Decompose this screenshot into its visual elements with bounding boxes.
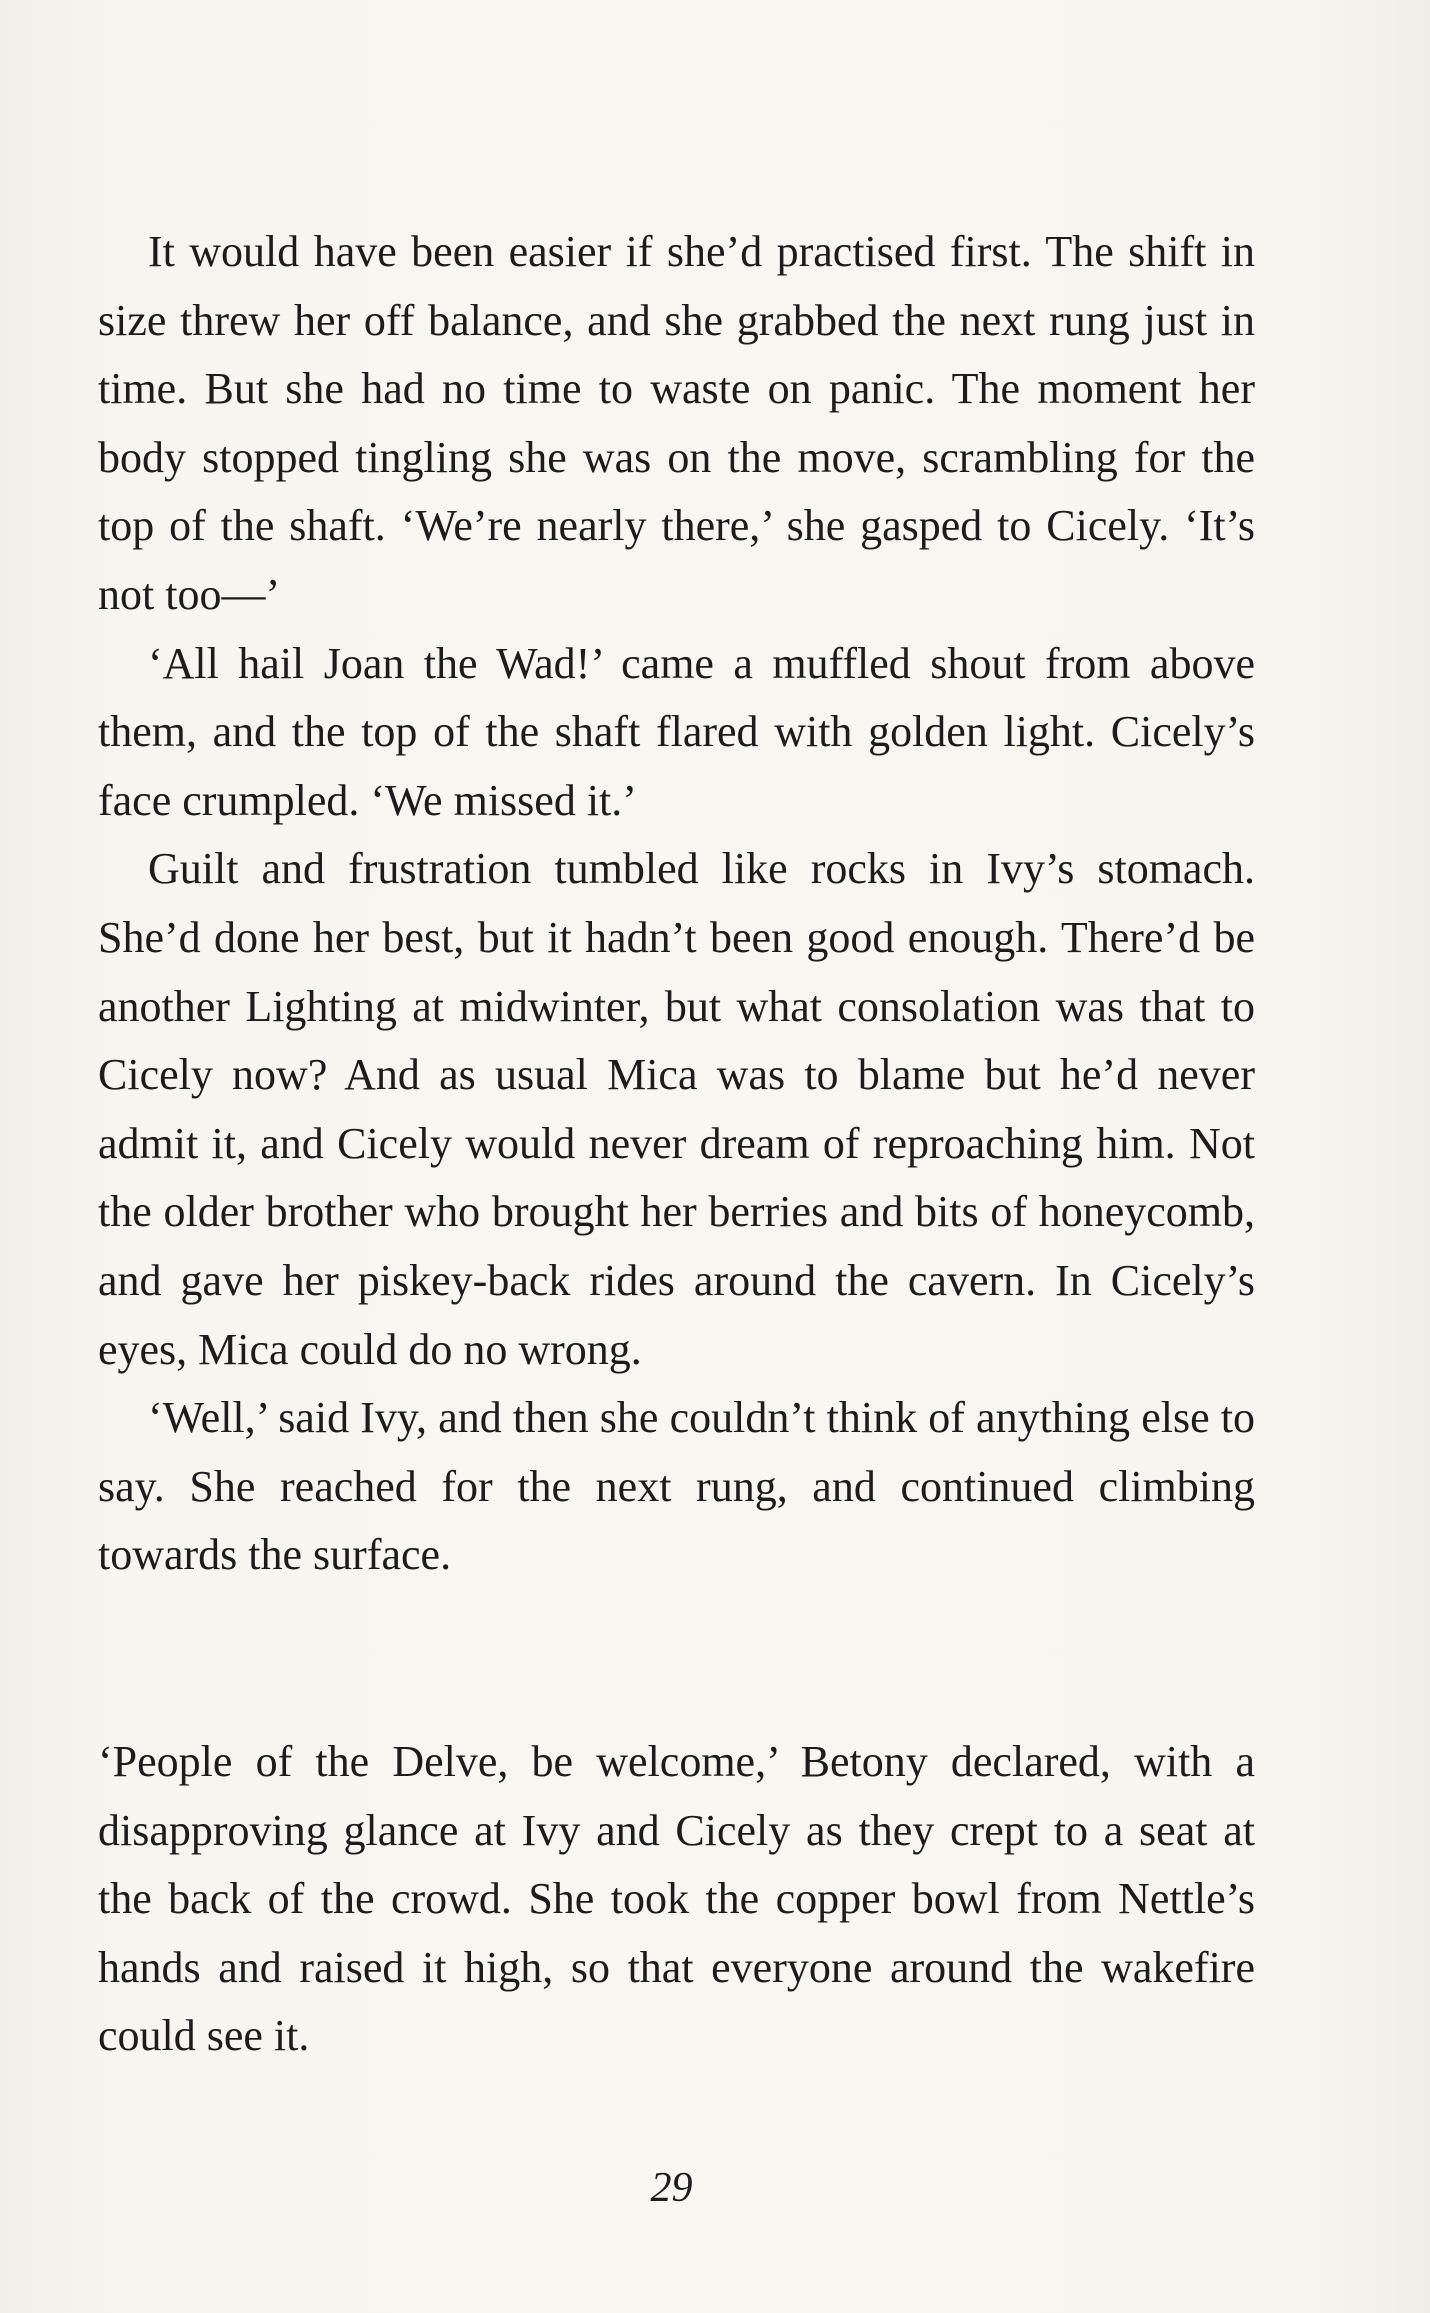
- paragraph: Guilt and frustration tumbled like rocks in Ivy’s stomach. She’d done her best, but it hadn’t been good enough. There’d be another Lighting at midwinter, but what consolation was that to Cicely now? And as usual Mica was to blame but he’d never admit it, and Cicely would never dream of reproaching him. Not the older brother who brought her berries and bits of honeycomb, and gave her piskey-back rides around the cavern. In Cicely’s eyes, Mica could do no wrong.: [98, 844, 1255, 1374]
- paragraph: ‘Well,’ said Ivy, and then she couldn’t think of anything else to say. She reached for the next rung, and continued climbing towards the surface.: [98, 1393, 1255, 1580]
- paragraph: It would have been easier if she’d practised first. The shift in size threw her off balance, and she grabbed the next rung just in time. But she had no time to waste on panic. The moment her body stopped tingling she was on the move, scrambling for the top of the shaft. ‘We’re nearly there,’ she gasped to Cicely. ‘It’s not too—’: [98, 227, 1255, 619]
- paragraph: ‘All hail Joan the Wad!’ came a muffled shout from above them, and the top of the shaft flared with golden light. Cicely’s face crumpled. ‘We missed it.’: [98, 638, 1255, 825]
- text-section-bottom: [98, 1728, 1255, 2071]
- page-number: 29: [650, 2165, 693, 2211]
- paragraph: ‘People of the Delve, be welcome,’ Betony declared, with a disapproving glance at Ivy and Cicely as they crept to a seat at the back of the crowd. She took the copper bowl from Nettle’s hands and raised it high, so that everyone around the wakefire could see it.: [98, 1737, 1255, 2061]
- text-section-top: [98, 218, 1255, 1590]
